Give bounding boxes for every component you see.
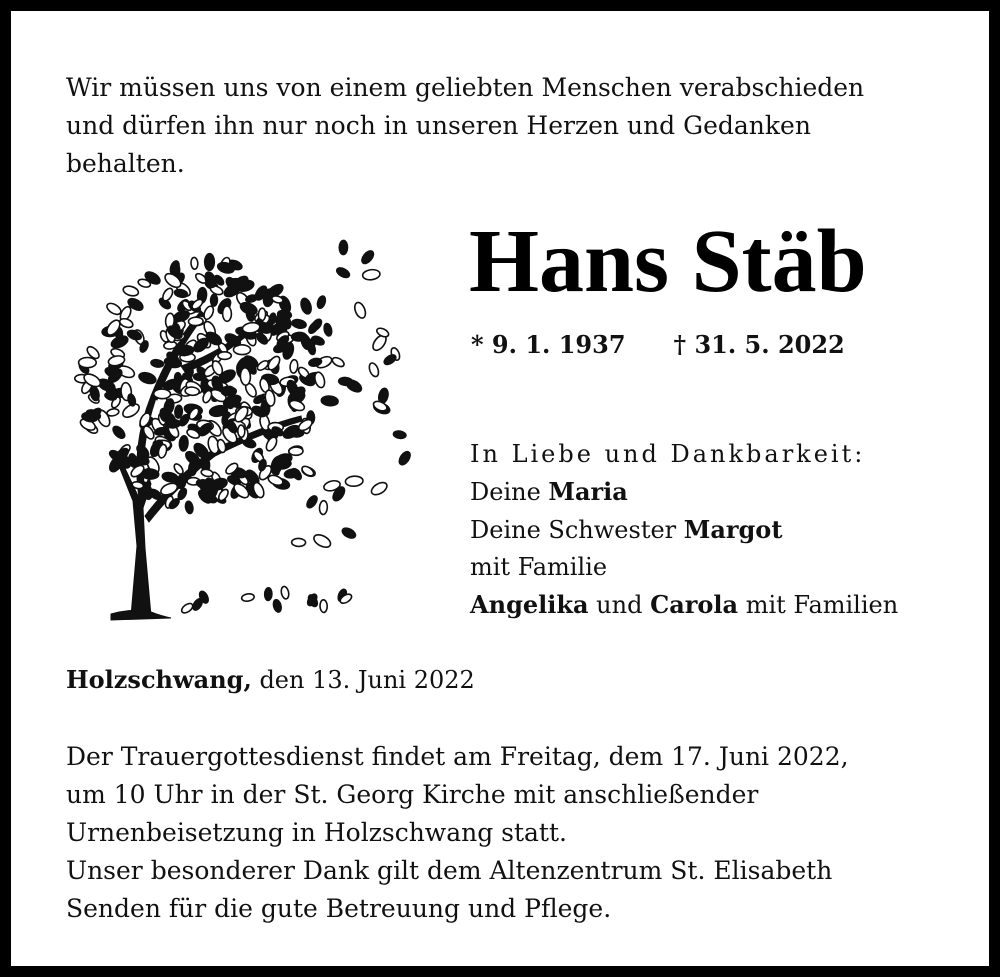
windblown-tree-icon: [61, 216, 421, 626]
intro-line-3: behalten.: [66, 149, 185, 178]
leaf: [397, 450, 412, 467]
leaf: [289, 447, 303, 455]
birth-date: * 9. 1. 1937: [471, 330, 626, 359]
mourner-angelika: Angelika: [470, 590, 589, 619]
leaf: [241, 593, 255, 602]
leaf: [280, 586, 290, 600]
leaf: [267, 473, 284, 487]
mourner-line-4: [470, 591, 898, 619]
intro-line-2: und dürfen ihn nur noch in unseren Herzen und Gedanken: [66, 111, 811, 140]
leaf: [218, 352, 231, 360]
leaf: [368, 362, 381, 378]
leaf: [180, 602, 194, 615]
leaf: [362, 269, 380, 281]
leaf: [291, 332, 306, 341]
leaf: [122, 285, 139, 298]
mourner-line-3: mit Familie: [470, 553, 608, 581]
leaf: [323, 323, 333, 337]
leaf: [111, 424, 127, 440]
leaf: [238, 425, 245, 437]
service-line-5: Senden für die gute Betreuung und Pflege.: [66, 894, 612, 923]
leaf: [210, 294, 217, 306]
leaf: [245, 294, 258, 303]
service-text: [66, 738, 966, 928]
date-text: den 13. Juni 2022: [251, 666, 475, 694]
leaf: [345, 476, 363, 487]
leaf: [201, 468, 214, 477]
leaf: [222, 306, 231, 321]
leaf: [106, 408, 119, 417]
life-dates: [471, 327, 845, 363]
leaf: [190, 298, 204, 311]
leaf: [203, 271, 217, 289]
deceased-name: Hans Stäb: [469, 212, 867, 311]
place-name: Holzschwang,: [66, 665, 252, 694]
leaf: [353, 301, 368, 320]
leaf: [300, 464, 315, 477]
mourner-line-4-suffix: mit Familien: [738, 591, 899, 619]
leaf: [79, 358, 97, 368]
leaf: [289, 359, 298, 373]
leaf: [339, 240, 347, 254]
service-line-4: Unser besonderer Dank gilt dem Altenzentrum St. Elisabeth: [66, 856, 833, 885]
leaf: [316, 295, 327, 309]
leaf: [205, 254, 215, 271]
leaf: [310, 318, 324, 333]
service-line-2: um 10 Uhr in der St. Georg Kirche mit anschließender: [66, 780, 759, 809]
mourners-list: [470, 436, 898, 624]
leaf: [172, 263, 179, 275]
mourner-line-2-prefix: Deine Schwester: [470, 516, 684, 544]
leaf: [240, 368, 251, 386]
leaf: [320, 600, 328, 613]
leaf: [119, 317, 134, 329]
leaf: [242, 322, 261, 335]
mourner-line-1-prefix: Deine: [470, 478, 549, 506]
leaf: [321, 395, 339, 406]
leaf: [264, 588, 272, 601]
service-line-1: Der Trauergottesdienst findet am Freitag, dem 17. Juni 2022,: [66, 742, 849, 771]
mourner-maria: Maria: [548, 477, 628, 506]
leaf: [127, 393, 137, 406]
leaf: [360, 249, 376, 266]
leaf: [189, 462, 197, 476]
leaf: [268, 313, 277, 325]
leaf: [179, 436, 189, 452]
leaf: [150, 359, 164, 368]
intro-line-1: Wir müssen uns von einem geliebten Menschen verabschieden: [66, 73, 865, 102]
leaf: [291, 538, 305, 546]
place-date: [66, 662, 475, 698]
leaf: [305, 494, 319, 509]
leaf: [138, 371, 158, 386]
leaf: [202, 305, 215, 321]
leaf: [319, 500, 328, 514]
mourner-line-1: [470, 478, 628, 506]
leaf: [393, 430, 407, 439]
leaf: [344, 378, 363, 395]
leaf: [159, 481, 179, 497]
mourners-heading: In Liebe und Dankbarkeit:: [470, 440, 866, 468]
leaf: [341, 526, 357, 540]
leaf: [299, 297, 313, 315]
leaf: [291, 318, 307, 329]
leaf: [174, 405, 182, 418]
leaf: [335, 266, 351, 280]
leaf: [161, 287, 175, 303]
leaf: [331, 356, 346, 369]
service-line-3: Urnenbeisetzung in Holzschwang statt.: [66, 818, 567, 847]
leaf: [290, 467, 303, 481]
death-date: † 31. 5. 2022: [673, 330, 845, 359]
leaf: [105, 301, 123, 317]
leaf: [165, 419, 180, 428]
leaf: [312, 532, 333, 549]
mourner-margot: Margot: [683, 515, 783, 544]
mourner-carola: Carola: [650, 590, 739, 619]
leaf: [191, 257, 199, 269]
leaf: [154, 389, 171, 399]
leaf: [185, 386, 200, 395]
leaf: [288, 399, 306, 413]
leaf: [369, 480, 389, 497]
leaf: [313, 371, 326, 389]
leaf: [383, 353, 398, 366]
mourner-line-4-mid: und: [588, 591, 651, 619]
leaf: [272, 599, 282, 613]
mourner-line-2: [470, 516, 782, 544]
leaf: [161, 471, 178, 483]
leaf: [188, 317, 203, 326]
intro-text: [66, 69, 966, 183]
leaf: [185, 501, 194, 514]
